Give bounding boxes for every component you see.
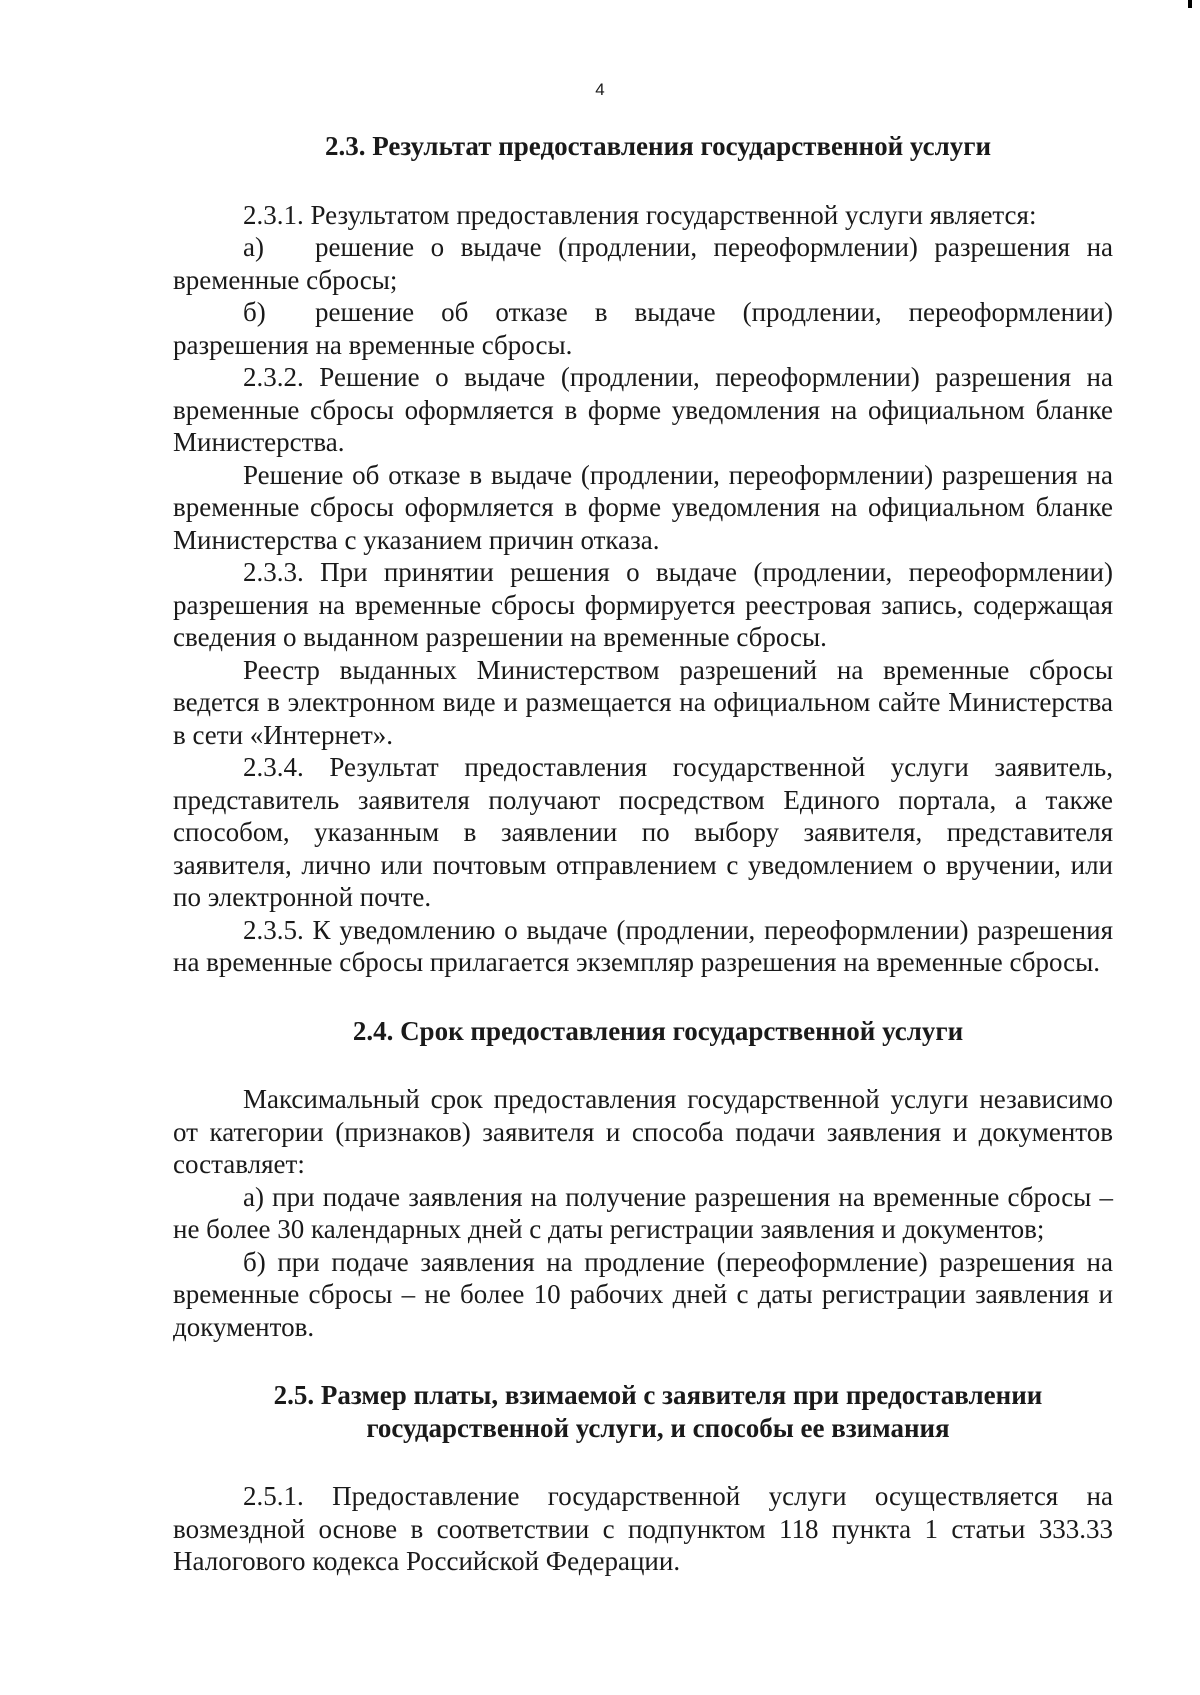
section-2-5-title-line1: 2.5. Размер платы, взимаемой с заявителя при предоставлении [273,1380,1043,1410]
paragraph-2-3-4: 2.3.4. Результат предоставления государственной услуги заявитель, представитель заявителя получают посредством Единого портала, а также способом, указанным в заявлении по выбору заявителя, представителя заявителя, лично или почтовым отправлением с уведомлением о вручении, или по электронной почте. [173,752,1113,912]
paragraph-max-term: Максимальный срок предоставления государственной услуги независимо от категории (признаков) заявителя и способа подачи заявления и документов составляет: [173,1084,1113,1179]
page-number: 4 [595,80,605,99]
list-marker-a: а) [243,232,264,262]
paragraph-2-5-1: 2.5.1. Предоставление государственной услуги осуществляется на возмездной основе в соответствии с подпунктом 118 пункта 1 статьи 333.33 Налогового кодекса Российской Федерации. [173,1481,1113,1576]
paragraph-registry: Реестр выданных Министерством разрешений на временные сбросы ведется в электронном виде и размещается на официальном сайте Министерства в сети «Интернет». [173,654,1113,750]
section-2-3-title: 2.3. Результат предоставления государственной услуги [324,131,992,161]
paragraph-refusal: Решение об отказе в выдаче (продлении, переоформлении) разрешения на временные сбросы оформляется в форме уведомления на официальном бланке Министерства с указанием причин отказа. [173,459,1113,555]
document-body [173,130,1113,1578]
section-2-4-title: 2.4. Срок предоставления государственной услуги [352,1015,964,1046]
paragraph-2-3-5: 2.3.5. К уведомлению о выдаче (продлении, переоформлении) разрешения на временные сбросы прилагается экземпляр разрешения на временные сбросы. [173,914,1113,977]
list-item-b [173,296,1113,361]
paragraph-2-3-2: 2.3.2. Решение о выдаче (продлении, переоформлении) разрешения на временные сбросы оформляется в форме уведомления на официальном бланке Министерства. [173,362,1113,457]
paragraph-2-3-1: 2.3.1. Результатом предоставления государственной услуги является: [243,199,1037,230]
section-2-5-title [173,1379,1113,1444]
paragraph-term-a: а) при подаче заявления на получение разрешения на временные сбросы – не более 30 календарных дней с даты регистрации заявления и документов; [173,1181,1113,1244]
list-item-a-text: решение о выдаче (продлении, переоформлении) разрешения на временные сбросы; [173,232,1113,295]
list-item-a [173,231,1113,296]
paragraph-2-3-3: 2.3.3. При принятии решения о выдаче (продлении, переоформлении) разрешения на временные сбросы формируется реестровая запись, содержащая сведения о выданном разрешении на временные сбросы. [173,557,1113,652]
paragraph-term-b: б) при подаче заявления на продление (переоформление) разрешения на временные сбросы – не более 10 рабочих дней с даты регистрации заявления и документов. [173,1246,1113,1342]
section-2-5-title-line2: государственной услуги, и способы ее взимания [366,1412,950,1443]
list-marker-b: б) [243,297,266,327]
scan-mark [1188,0,1192,8]
list-item-b-text: решение об отказе в выдаче (продлении, переоформлении) разрешения на временные сбросы. [173,297,1113,360]
